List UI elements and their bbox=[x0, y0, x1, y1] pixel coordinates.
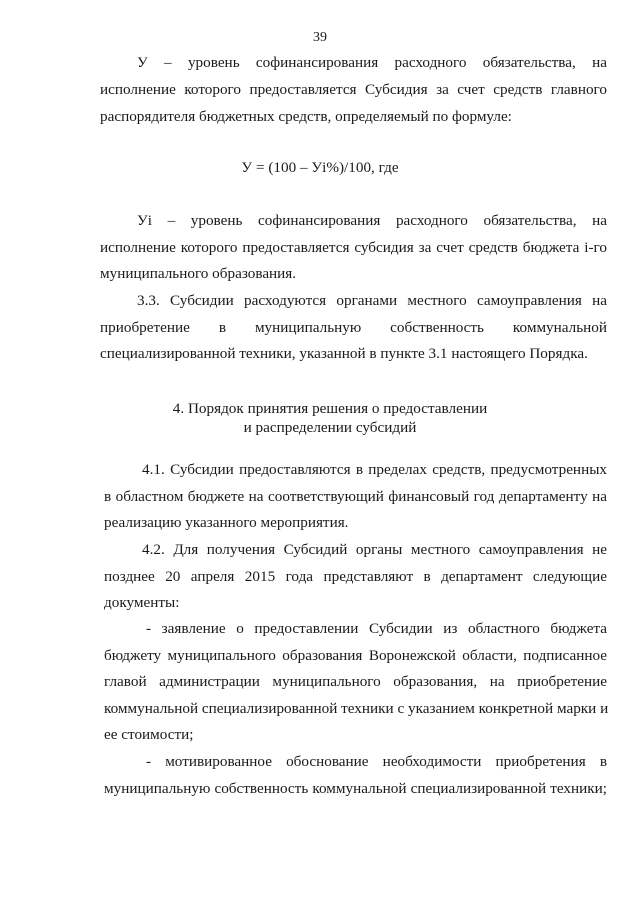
text-line: - заявление о предоставлении Субсидии из областного бюджета bbox=[146, 620, 607, 637]
text-line: позднее 20 апреля 2015 года представляют в департамент следующие bbox=[104, 568, 607, 585]
text-line: реализацию указанного мероприятия. bbox=[104, 514, 349, 531]
text-line: муниципального образования. bbox=[100, 265, 297, 282]
text-line: 4.2. Для получения Субсидий органы местного самоуправления не bbox=[142, 541, 607, 558]
text-line: 3.3. Субсидии расходуются органами местного самоуправления на bbox=[137, 292, 607, 309]
text-line: распорядителя бюджетных средств, определяемый по формуле: bbox=[100, 108, 512, 125]
text-line: главой администрации муниципального образования, на приобретение bbox=[104, 673, 607, 690]
formula: У = (100 – Уi%)/100, где bbox=[241, 159, 399, 176]
page-number: 39 bbox=[313, 30, 327, 45]
text-line: приобретение в муниципальную собственность коммунальной bbox=[100, 319, 607, 336]
text-line: в областном бюджете на соответствующий финансовый год департаменту на bbox=[104, 488, 607, 505]
heading-line: и распределении субсидий bbox=[243, 419, 417, 436]
heading-line: 4. Порядок принятия решения о предоставлении bbox=[172, 400, 488, 417]
text-line: муниципальную собственность коммунальной специализированной техники; bbox=[104, 780, 607, 797]
text-line: документы: bbox=[104, 594, 180, 611]
text-line: ее стоимости; bbox=[104, 726, 194, 743]
text-line: Уi – уровень софинансирования расходного обязательства, на bbox=[137, 212, 607, 229]
text-line: - мотивированное обоснование необходимости приобретения в bbox=[146, 753, 607, 770]
text-line: 4.1. Субсидии предоставляются в пределах средств, предусмотренных bbox=[142, 461, 607, 478]
text-line: исполнение которого предоставляется субсидия за счет средств бюджета i-го bbox=[100, 239, 607, 256]
text-line: исполнение которого предоставляется Субсидия за счет средств главного bbox=[100, 81, 607, 98]
text-line: коммунальной специализированной техники с указанием конкретной марки и bbox=[104, 700, 609, 717]
text-line: У – уровень софинансирования расходного обязательства, на bbox=[137, 54, 607, 71]
text-line: бюджету муниципального образования Воронежской области, подписанное bbox=[104, 647, 607, 664]
text-line: специализированной техники, указанной в пункте 3.1 настоящего Порядка. bbox=[100, 345, 588, 362]
